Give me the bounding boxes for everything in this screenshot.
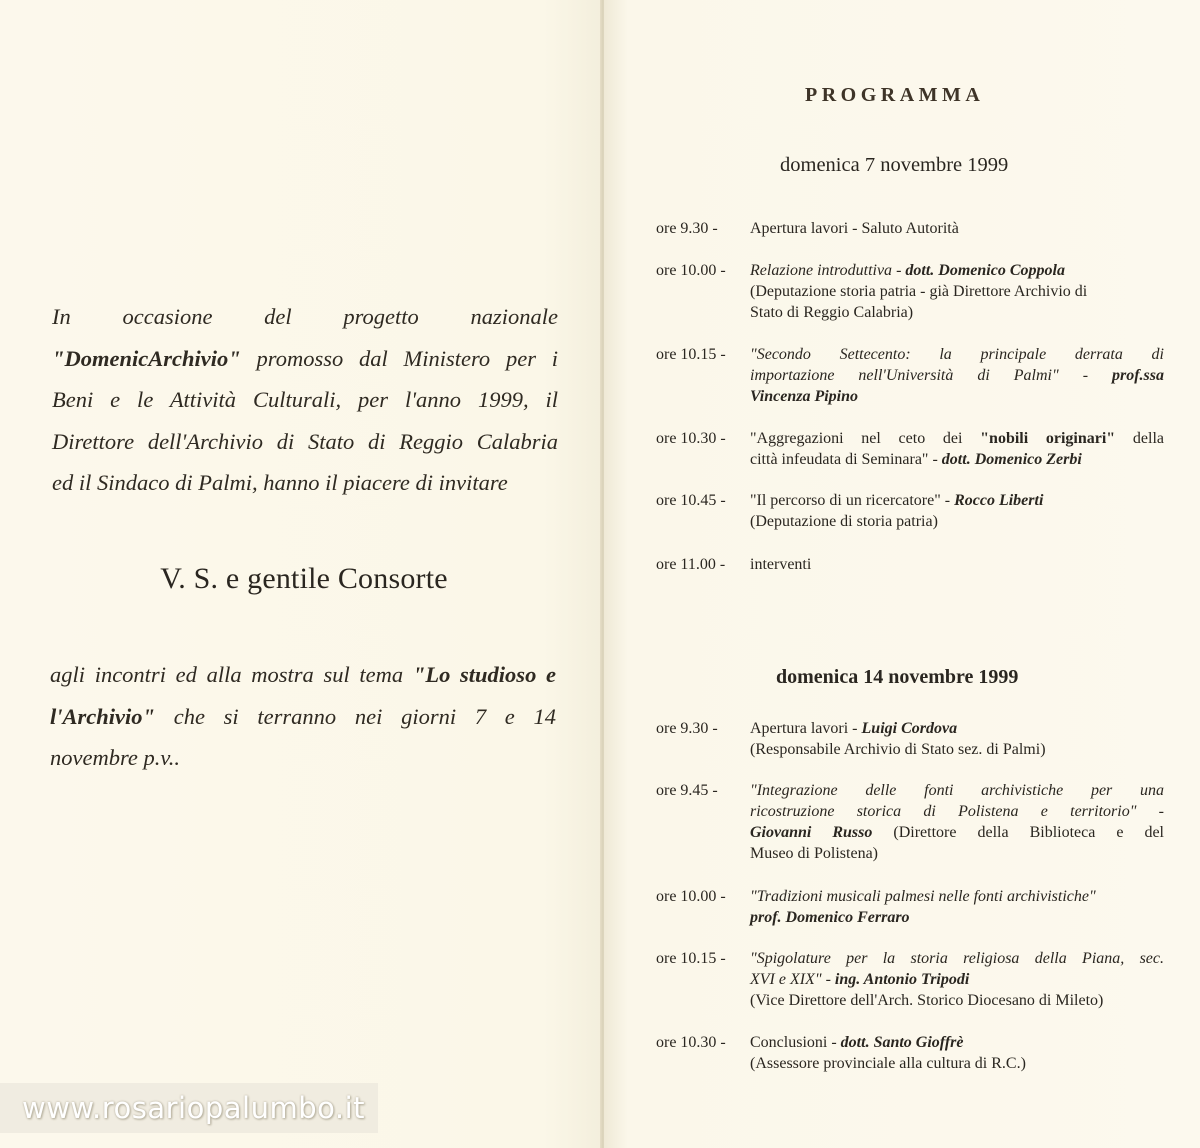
item-time: ore 9.30 - bbox=[656, 720, 718, 737]
program-item: ore 10.45 - "Il percorso di un ricercatore" - Rocco Liberti (Deputazione di storia patria) bbox=[656, 492, 1044, 530]
theme-title-part-2: l'Archivio" bbox=[50, 703, 155, 729]
program-item: ore 10.30 - "Aggregazioni nel ceto dei "nobili originari" della città infeudata di Seminara" - dott. Domenico Zerbi bbox=[656, 430, 1164, 468]
item-time: ore 10.45 - bbox=[656, 492, 726, 509]
item-time: ore 9.30 - bbox=[656, 220, 718, 237]
speaker-name: Rocco Liberti bbox=[954, 492, 1044, 509]
item-time: ore 10.00 - bbox=[656, 262, 726, 279]
intro-line-5: ed il Sindaco di Palmi, hanno il piacere di invitare bbox=[52, 470, 508, 495]
program-item: ore 10.00 - Relazione introduttiva - dott. Domenico Coppola (Deputazione storia patria - già Direttore Archivio di Stato di Reggio Calabria) bbox=[656, 262, 1088, 321]
item-time: ore 10.15 - bbox=[656, 950, 726, 967]
speaker-name: prof. Domenico Ferraro bbox=[750, 909, 910, 926]
speaker-name: ing. Antonio Tripodi bbox=[834, 971, 970, 988]
program-item: ore 11.00 - interventi bbox=[656, 556, 812, 573]
program-item: ore 9.30 - Apertura lavori - Luigi Cordova (Responsabile Archivio di Stato sez. di Palmi) bbox=[656, 720, 1046, 758]
intro-line-4: Direttore dell'Archivio di Stato di Reggio Calabria bbox=[52, 428, 558, 454]
day-1-title: domenica 7 novembre 1999 bbox=[780, 154, 1009, 176]
day-2-title: domenica 14 novembre 1999 bbox=[776, 666, 1019, 688]
watermark-banner bbox=[0, 1083, 378, 1133]
item-time: ore 10.00 - bbox=[656, 888, 726, 905]
item-time: ore 10.30 - bbox=[656, 1034, 726, 1051]
invitation-intro-text bbox=[52, 296, 558, 504]
theme-title-part-1: "Lo studioso e bbox=[412, 662, 556, 687]
speaker-name: Giovanni Russo bbox=[750, 824, 873, 841]
speaker-name: Vincenza Pipino bbox=[750, 388, 859, 405]
item-time: ore 11.00 - bbox=[656, 556, 726, 573]
intro-line-1: In occasione del progetto nazionale bbox=[52, 304, 558, 329]
program-item: ore 9.30 - Apertura lavori - Saluto Autorità bbox=[656, 220, 959, 237]
outro-line-3: novembre p.v.. bbox=[50, 745, 180, 770]
outro-line-2: l'Archivio" che si terranno nei giorni 7 e 14 bbox=[50, 703, 556, 729]
intro-line-2: "DomenicArchivio" promosso dal Ministero per i bbox=[52, 345, 558, 371]
guest-line: V. S. e gentile Consorte bbox=[160, 562, 448, 595]
speaker-name: dott. Domenico Zerbi bbox=[941, 451, 1082, 468]
program-title: PROGRAMMA bbox=[805, 84, 985, 106]
program-item: ore 9.45 - "Integrazione delle fonti archivistiche per una ricostruzione storica di Polistena e territorio" - Giovanni Russo (Direttore della Biblioteca e del Museo di Polistena) bbox=[656, 782, 1165, 862]
invitation-outro-text bbox=[50, 654, 556, 779]
program-item: ore 10.15 - "Secondo Settecento: la principale derrata di importazione nell'Università di Palmi" - prof.ssa Vincenza Pipino bbox=[656, 346, 1165, 405]
item-time: ore 10.15 - bbox=[656, 346, 726, 363]
program-item: ore 10.15 - "Spigolature per la storia religiosa della Piana, sec. XVI e XIX" - ing. Antonio Tripodi (Vice Direttore dell'Arch. Storico Diocesano di Mileto) bbox=[656, 950, 1164, 1009]
project-name: "DomenicArchivio" bbox=[52, 345, 241, 371]
outro-line-1: agli incontri ed alla mostra sul tema "Lo studioso e bbox=[50, 662, 556, 687]
program-item: ore 10.00 - "Tradizioni musicali palmesi nelle fonti archivistiche" prof. Domenico Ferraro bbox=[656, 888, 1096, 926]
item-time: ore 9.45 - bbox=[656, 782, 718, 799]
item-time: ore 10.30 - bbox=[656, 430, 726, 447]
program-item: ore 10.30 - Conclusioni - dott. Santo Gioffrè (Assessore provinciale alla cultura di R.C.) bbox=[656, 1034, 1026, 1072]
watermark-text: www.rosariopalumbo.it bbox=[22, 1091, 365, 1125]
speaker-name: dott. Domenico Coppola bbox=[905, 262, 1065, 279]
intro-line-3: Beni e le Attività Culturali, per l'anno 1999, il bbox=[52, 387, 558, 412]
speaker-name: dott. Santo Gioffrè bbox=[840, 1034, 964, 1051]
speaker-name: Luigi Cordova bbox=[861, 720, 958, 737]
